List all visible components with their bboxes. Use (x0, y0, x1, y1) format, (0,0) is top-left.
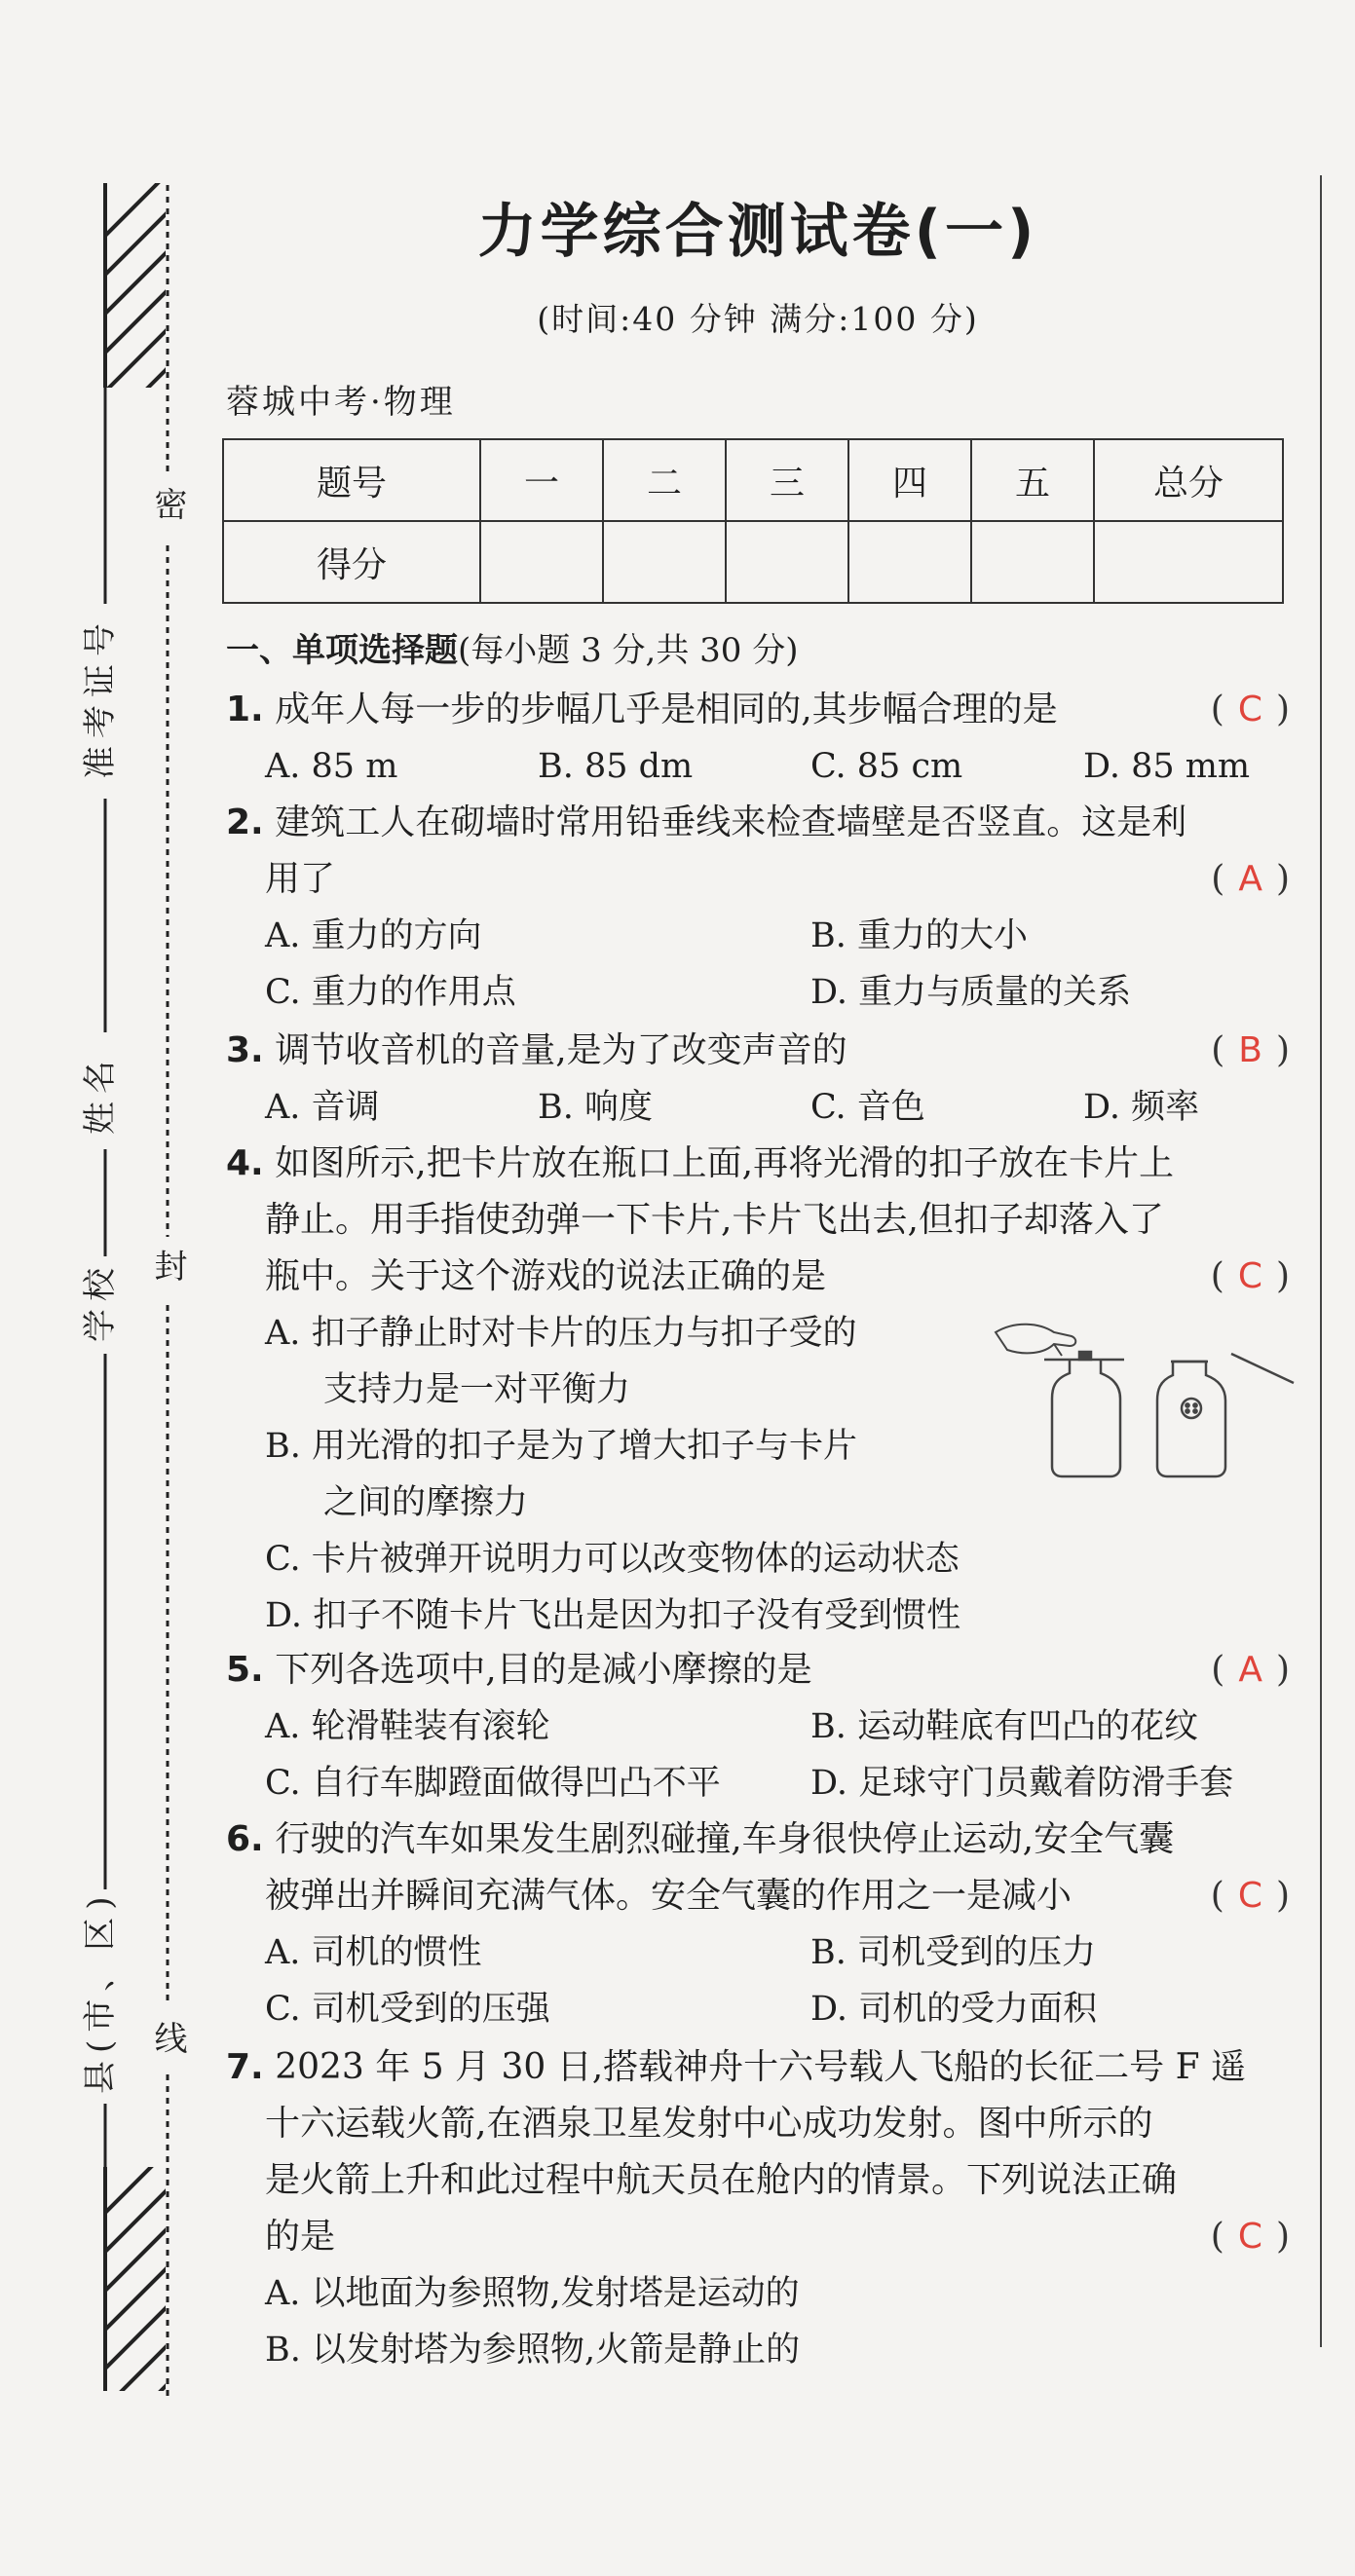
answer-bracket: ( A ) (1211, 859, 1290, 899)
option-c: C. 自行车脚蹬面做得凹凸不平 (265, 1764, 721, 1803)
seal-char-xian: 线 (148, 2021, 187, 2060)
question-text-cont: 瓶中。关于这个游戏的说法正确的是 (265, 1256, 827, 1296)
score-input-cell[interactable] (1094, 521, 1283, 603)
question-number: 1. (226, 690, 264, 729)
answer-letter: C (1237, 1256, 1262, 1296)
answer-bracket: ( B ) (1211, 1030, 1290, 1070)
option-d: D. 足球守门员戴着防滑手套 (810, 1764, 1234, 1803)
question-number: 2. (226, 803, 264, 842)
field-name: 姓名 (81, 1053, 120, 1135)
section-heading (226, 623, 798, 671)
question-5 (226, 1642, 1290, 1817)
option-d: D. 频率 (1083, 1088, 1200, 1127)
option-b: B. 司机受到的压力 (810, 1933, 1096, 1972)
option-b: B. 用光滑的扣子是为了增大扣子与卡片 (265, 1427, 857, 1466)
option-c: C. 重力的作用点 (265, 973, 516, 1012)
score-cell: 三 (726, 439, 848, 521)
score-cell: 总分 (1094, 439, 1283, 521)
question-text: 建筑工人在砌墙时常用铅垂线来检查墙壁是否竖直。这是利 (275, 803, 1187, 842)
answer-bracket: ( C ) (1210, 1876, 1290, 1916)
question-text-cont: 是火箭上升和此过程中航天员在舱内的情景。下列说法正确 (265, 2160, 1178, 2200)
question-text: 行驶的汽车如果发生剧烈碰撞,车身很快停止运动,安全气囊 (275, 1819, 1175, 1859)
option-c: C. 85 cm (810, 747, 963, 786)
question-number: 5. (226, 1650, 264, 1690)
question-3 (226, 1023, 1290, 1139)
score-cell: 二 (603, 439, 726, 521)
option-a: A. 司机的惯性 (265, 1933, 482, 1972)
question-text-cont: 被弹出并瞬间充满气体。安全气囊的作用之一是减小 (265, 1876, 1073, 1916)
score-input-cell[interactable] (480, 521, 603, 603)
option-b: B. 响度 (538, 1088, 653, 1127)
question-text: 2023 年 5 月 30 日,搭载神舟十六号载人飞船的长征二号 F 遥 (275, 2047, 1247, 2087)
question-number: 7. (226, 2047, 264, 2087)
answer-bracket: ( C ) (1210, 2217, 1290, 2257)
seal-char-feng: 封 (148, 1249, 187, 1288)
option-d: D. 重力与质量的关系 (810, 973, 1132, 1012)
question-number: 3. (226, 1030, 264, 1070)
option-d: D. 扣子不随卡片飞出是因为扣子没有受到惯性 (265, 1596, 961, 1635)
question-1 (226, 682, 1290, 799)
answer-letter: C (1237, 2217, 1262, 2257)
answer-bracket: ( C ) (1210, 1256, 1290, 1296)
page-subtitle: (时间:40 分钟 满分:100 分) (537, 300, 979, 338)
score-cell: 得分 (223, 521, 480, 603)
question-text-cont: 用了 (265, 859, 336, 899)
option-c: C. 音色 (810, 1088, 925, 1127)
option-a: A. 音调 (265, 1088, 380, 1127)
score-cell: 一 (480, 439, 603, 521)
question-text: 如图所示,把卡片放在瓶口上面,再将光滑的扣子放在卡片上 (275, 1143, 1175, 1183)
option-b: B. 运动鞋底有凹凸的花纹 (810, 1707, 1198, 1746)
question-text-cont: 十六运载火箭,在酒泉卫星发射中心成功发射。图中所示的 (265, 2104, 1153, 2144)
section-heading-title: 一、单项选择题 (226, 631, 458, 670)
answer-letter: A (1238, 1650, 1262, 1690)
option-a: A. 重力的方向 (265, 916, 482, 955)
question-number: 6. (226, 1819, 264, 1859)
answer-letter: B (1238, 1030, 1262, 1070)
score-input-cell[interactable] (848, 521, 971, 603)
seal-char-mi: 密 (148, 487, 187, 526)
answer-bracket: ( A ) (1211, 1650, 1290, 1690)
field-exam-number: 准考证号 (81, 616, 120, 779)
answer-letter: C (1237, 1876, 1262, 1916)
option-a: A. 轮滑鞋装有滚轮 (265, 1707, 550, 1746)
question-text: 成年人每一步的步幅几乎是相同的,其步幅合理的是 (275, 690, 1058, 729)
option-d: D. 司机的受力面积 (810, 1990, 1098, 2029)
score-cell: 五 (971, 439, 1094, 521)
option-b: B. 85 dm (538, 747, 694, 786)
option-c: C. 司机受到的压强 (265, 1990, 550, 2029)
score-cell: 四 (848, 439, 971, 521)
field-county: 县(市、区) (81, 1888, 120, 2094)
field-school: 学校 (81, 1260, 120, 1342)
option-c: C. 卡片被弹开说明力可以改变物体的运动状态 (265, 1540, 960, 1579)
binding-margin (0, 0, 214, 2576)
question-text-cont: 的是 (265, 2217, 336, 2257)
option-b: B. 以发射塔为参照物,火箭是静止的 (265, 2331, 801, 2370)
question-text: 调节收音机的音量,是为了改变声音的 (275, 1030, 847, 1070)
option-a: A. 扣子静止时对卡片的压力与扣子受的 (265, 1314, 857, 1353)
answer-bracket: ( C ) (1210, 690, 1290, 729)
question-4 (226, 1136, 1290, 1642)
question-7 (226, 2039, 1290, 2390)
score-table (222, 438, 1284, 604)
right-margin-line (1320, 175, 1322, 2347)
option-a: A. 以地面为参照物,发射塔是运动的 (265, 2274, 800, 2313)
score-table-header-row (223, 439, 1283, 521)
question-6 (226, 1811, 1290, 2045)
option-b: B. 重力的大小 (810, 916, 1028, 955)
option-a: A. 85 m (265, 747, 398, 786)
answer-letter: A (1238, 859, 1262, 899)
question-text-cont: 静止。用手指使劲弹一下卡片,卡片飞出去,但扣子却落入了 (265, 1200, 1164, 1240)
bottle-card-figure (986, 1311, 1298, 1506)
score-table-score-row (223, 521, 1283, 603)
question-text: 下列各选项中,目的是减小摩擦的是 (275, 1650, 812, 1690)
score-cell: 题号 (223, 439, 480, 521)
question-number: 4. (226, 1143, 264, 1183)
score-input-cell[interactable] (971, 521, 1094, 603)
bottle-with-button-icon (1157, 1354, 1294, 1476)
question-2 (226, 795, 1290, 1028)
option-b-cont: 之间的摩擦力 (323, 1483, 529, 1522)
section-heading-note: (每小题 3 分,共 30 分) (458, 631, 799, 670)
bottle-with-card-icon (1044, 1352, 1124, 1476)
hand-icon (996, 1325, 1075, 1356)
option-d: D. 85 mm (1083, 747, 1251, 786)
option-a-cont: 支持力是一对平衡力 (323, 1370, 631, 1409)
score-input-cell[interactable] (603, 521, 726, 603)
score-input-cell[interactable] (726, 521, 848, 603)
series-label: 蓉城中考·物理 (226, 383, 456, 422)
page-title: 力学综合测试卷(一) (477, 198, 1038, 266)
answer-letter: C (1237, 690, 1262, 729)
